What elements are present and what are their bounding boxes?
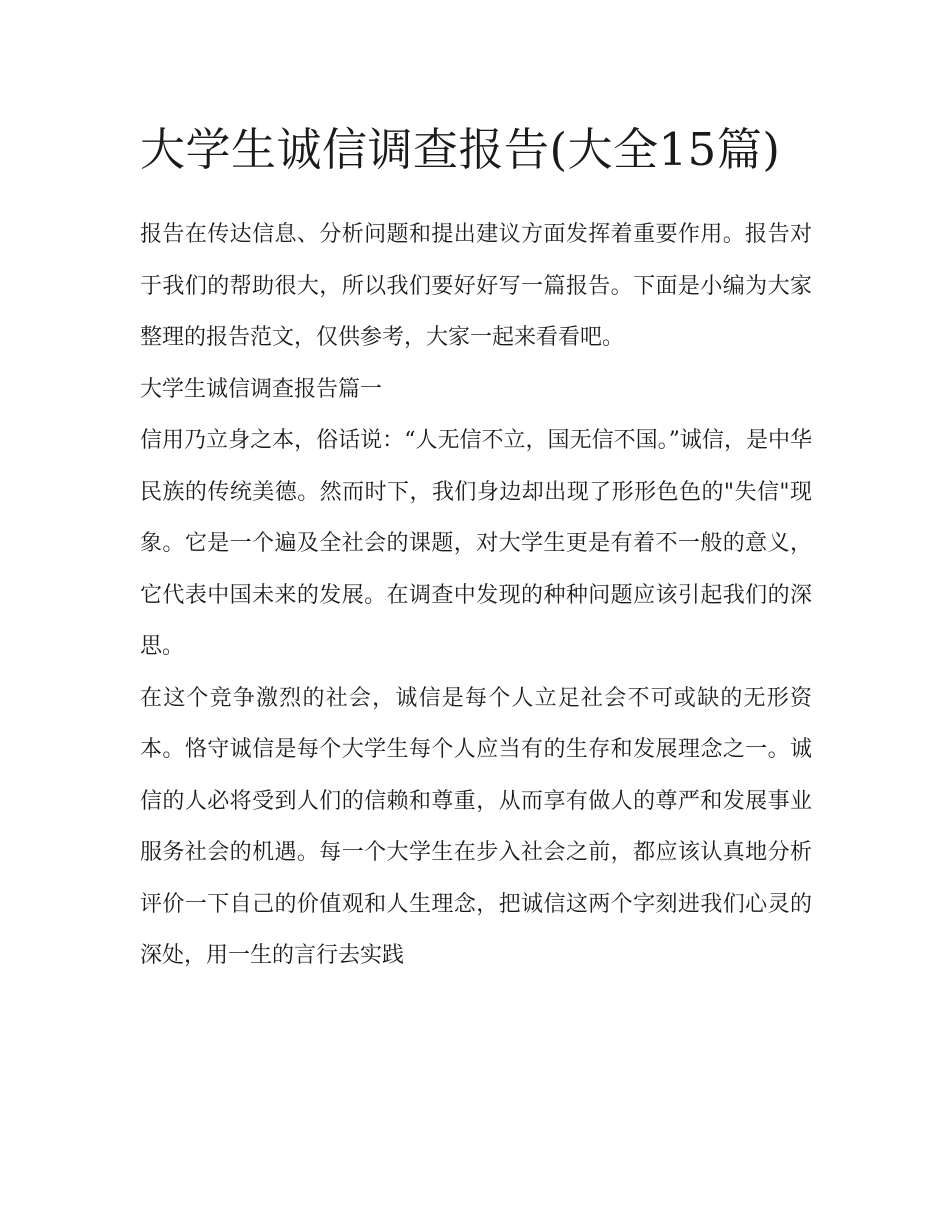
section-heading: 大学生诚信调查报告篇一 [140, 376, 383, 402]
intro-paragraph: 报告在传达信息、分析问题和提出建议方面发挥着重要作用。报告对于我们的帮助很大，所以我们要好好写一篇报告。下面是小编为大家整理的报告范文，仅供参考，大家一起来看看吧。 [140, 222, 812, 350]
document-title: 大学生诚信调查报告(大全15篇) [140, 123, 781, 176]
body-paragraph: 信用乃立身之本，俗话说：“人无信不立，国无信不国。”诚信，是中华民族的传统美德。然而时下，我们身边却出现了形形色色的"失信"现象。它是一个遍及全社会的课题，对大学生更是有着不一般的意义，它代表中国未来的发展。在调查中发现的种种问题应该引起我们的深思。 [140, 428, 812, 659]
body-paragraph: 在这个竞争激烈的社会，诚信是每个人立足社会不可或缺的无形资本。恪守诚信是每个大学生每个人应当有的生存和发展理念之一。诚信的人必将受到人们的信赖和尊重，从而享有做人的尊严和发展事业服务社会的机遇。每一个大学生在步入社会之前，都应该认真地分析评价一下自己的价值观和人生理念，把诚信这两个字刻进我们心灵的深处，用一生的言行去实践 [140, 685, 812, 968]
document-body [140, 114, 812, 982]
